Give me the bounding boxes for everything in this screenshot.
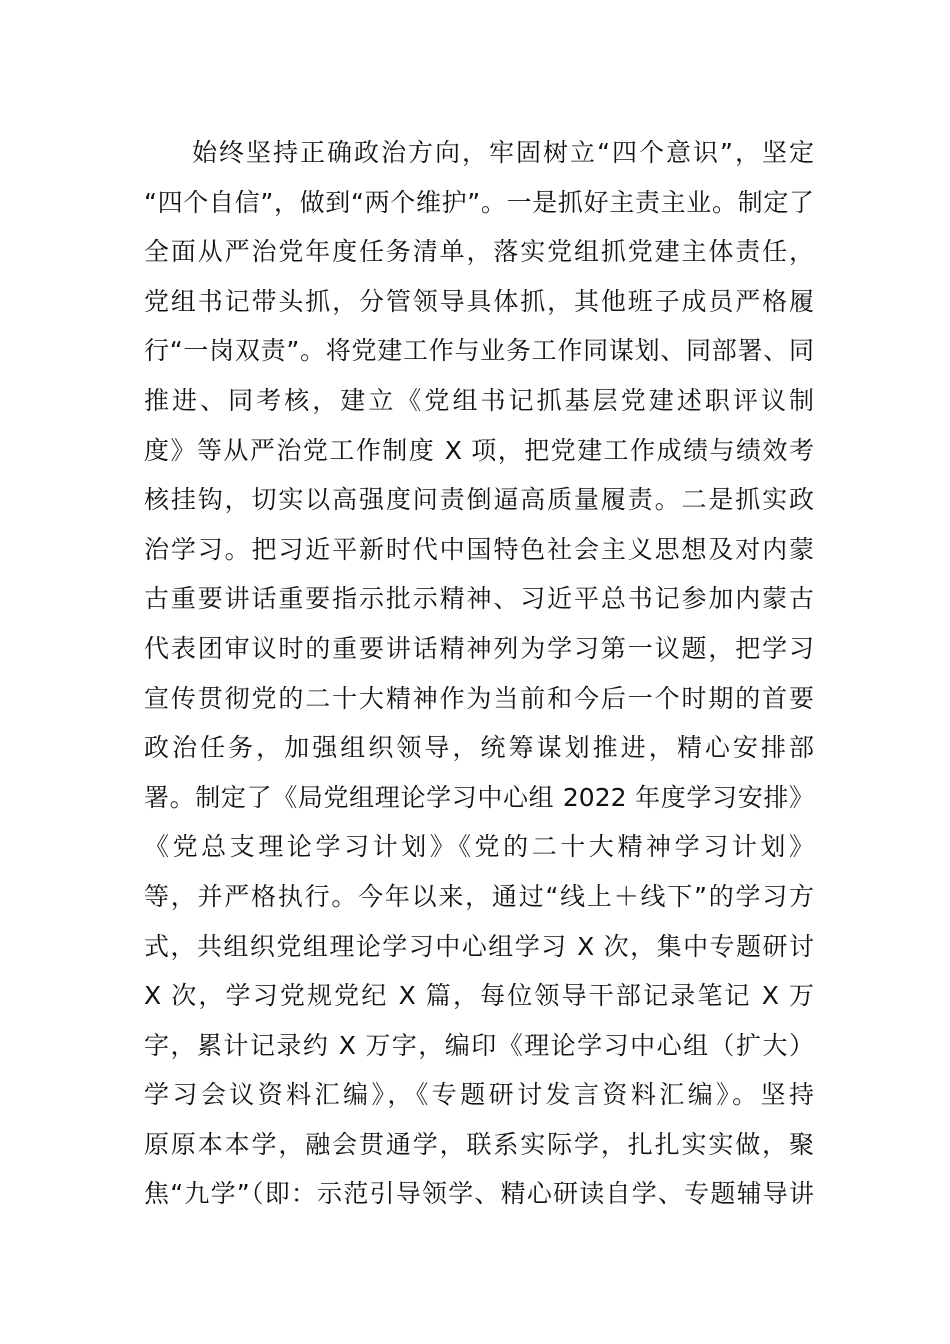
paragraph-line: 原原本本学，融会贯通学，联系实际学，扎扎实实做，聚 (144, 1129, 814, 1159)
paragraph-line: 宣传贯彻党的二十大精神作为当前和今后一个时期的首要 (144, 683, 814, 713)
paragraph-line: 式，共组织党组理论学习中心组学习 X 次，集中专题研讨 (144, 931, 814, 961)
paragraph-line: 度》等从严治党工作制度 X 项，把党建工作成绩与绩效考 (144, 435, 814, 465)
paragraph-line: 政治任务，加强组织领导，统筹谋划推进，精心安排部 (144, 733, 814, 763)
paragraph-line: 始终坚持正确政治方向，牢固树立“四个意识”，坚定 (192, 138, 814, 167)
paragraph-line: 推进、同考核，建立《党组书记抓基层党建述职评议制 (144, 385, 814, 415)
paragraph-line: 全面从严治党年度任务清单，落实党组抓党建主体责任， (144, 237, 814, 267)
paragraph-line: 署。制定了《局党组理论学习中心组 2022 年度学习安排》 (144, 782, 814, 812)
paragraph-line: 等，并严格执行。今年以来，通过“线上＋线下”的学习方 (144, 881, 814, 911)
paragraph-line: 《党总支理论学习计划》《党的二十大精神学习计划》 (144, 832, 814, 862)
paragraph-line: 学习会议资料汇编》，《专题研讨发言资料汇编》。坚持 (144, 1080, 814, 1110)
body-paragraph (144, 128, 814, 1219)
paragraph-line: 代表团审议时的重要讲话精神列为学习第一议题，把学习 (144, 633, 814, 663)
paragraph-line: 焦“九学”（即：示范引导领学、精心研读自学、专题辅导讲 (144, 1179, 814, 1209)
paragraph-line: 党组书记带头抓，分管领导具体抓，其他班子成员严格履 (144, 286, 814, 316)
paragraph-line: 行“一岗双责”。将党建工作与业务工作同谋划、同部署、同 (144, 336, 814, 366)
paragraph-line: X 次，学习党规党纪 X 篇，每位领导干部记录笔记 X 万 (144, 981, 814, 1011)
paragraph-line: 核挂钩，切实以高强度问责倒逼高质量履责。二是抓实政 (144, 485, 814, 515)
paragraph-line: 字，累计记录约 X 万字，编印《理论学习中心组（扩大） (144, 1030, 814, 1060)
paragraph-line: 古重要讲话重要指示批示精神、习近平总书记参加内蒙古 (144, 584, 814, 614)
paragraph-line: “四个自信”，做到“两个维护”。一是抓好主责主业。制定了 (144, 187, 814, 217)
paragraph-line: 治学习。把习近平新时代中国特色社会主义思想及对内蒙 (144, 534, 814, 564)
